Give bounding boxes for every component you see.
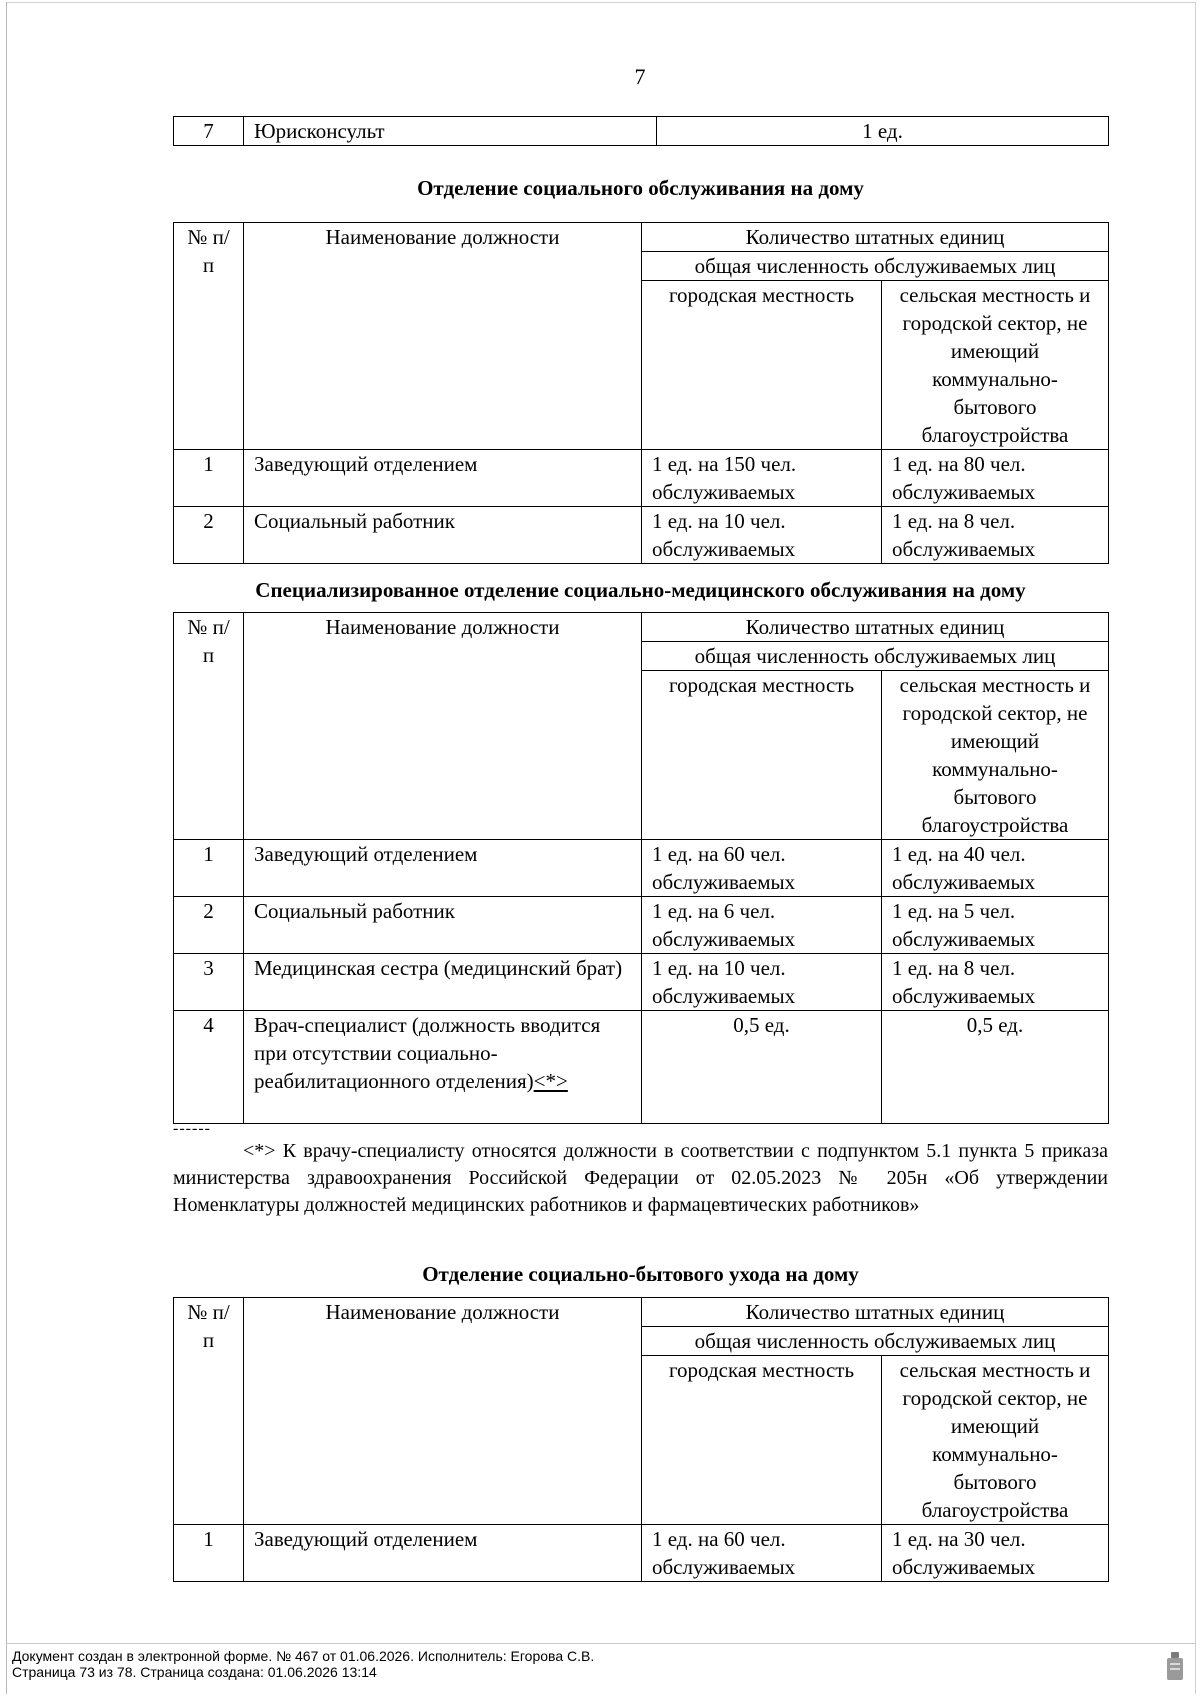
position-name: Заведующий отделением — [244, 840, 642, 897]
table-row — [174, 1011, 1109, 1124]
position-text: Врач-специалист (должность вводится при отсутствии социально-реабилитационного отделения) — [254, 1013, 601, 1093]
position-name: Юрисконсульт — [244, 117, 657, 146]
rural-norm: 0,5 ед. — [882, 1011, 1109, 1124]
table-header-row — [174, 613, 1109, 642]
urban-norm: 1 ед. на 10 чел. обслуживаемых — [642, 507, 882, 564]
header-rural: сельская местность и городской сектор, не имеющий коммунально-бытового благоустройства — [882, 281, 1109, 450]
header-units: Количество штатных единиц — [642, 223, 1109, 252]
header-position: Наименование должности — [244, 613, 642, 840]
section-title: Отделение социального обслуживания на дому — [417, 176, 864, 200]
urban-norm: 0,5 ед. — [642, 1011, 882, 1124]
urban-norm: 1 ед. на 60 чел. обслуживаемых — [642, 840, 882, 897]
position-name: Заведующий отделением — [244, 450, 642, 507]
table-row — [174, 1525, 1109, 1582]
table-row — [174, 897, 1109, 954]
urban-norm: 1 ед. на 60 чел. обслуживаемых — [642, 1525, 882, 1582]
table-row — [174, 954, 1109, 1011]
document-stamp-icon — [1165, 1650, 1185, 1682]
position-name: Медицинская сестра (медицинский брат) — [244, 954, 642, 1011]
footer-divider — [6, 1643, 1196, 1644]
table-header-row — [174, 223, 1109, 252]
header-position: Наименование должности — [244, 223, 642, 450]
row-number: 4 — [174, 1011, 244, 1124]
urban-norm: 1 ед. на 150 чел. обслуживаемых — [642, 450, 882, 507]
table-row — [174, 840, 1109, 897]
header-num: № п/п — [174, 1298, 244, 1525]
urban-norm: 1 ед. на 6 чел. обслуживаемых — [642, 897, 882, 954]
row-number: 1 — [174, 840, 244, 897]
rural-norm: 1 ед. на 30 чел. обслуживаемых — [882, 1525, 1109, 1582]
row-number: 1 — [174, 1525, 244, 1582]
rural-norm: 1 ед. на 5 чел. обслуживаемых — [882, 897, 1109, 954]
staff-table-medical-home-service — [173, 612, 1109, 1124]
row-number: 2 — [174, 897, 244, 954]
header-num: № п/п — [174, 613, 244, 840]
header-position: Наименование должности — [244, 1298, 642, 1525]
staff-units: 1 ед. — [657, 117, 1109, 146]
table-row — [174, 117, 1109, 146]
header-population: общая численность обслуживаемых лиц — [642, 1327, 1109, 1356]
staff-table-home-care — [173, 1297, 1109, 1582]
table-row — [174, 507, 1109, 564]
position-name: Заведующий отделением — [244, 1525, 642, 1582]
top-row-table — [173, 116, 1109, 146]
header-units: Количество штатных единиц — [642, 1298, 1109, 1327]
rural-norm: 1 ед. на 80 чел. обслуживаемых — [882, 450, 1109, 507]
row-number: 1 — [174, 450, 244, 507]
footer-line-2: Страница 73 из 78. Страница создана: 01.06.2026 13:14 — [12, 1664, 377, 1680]
position-name — [244, 1011, 642, 1124]
section-title: Специализированное отделение социально-медицинского обслуживания на дому — [255, 578, 1026, 602]
header-urban: городская местность — [642, 671, 882, 840]
header-num: № п/п — [174, 223, 244, 450]
row-number: 7 — [174, 117, 244, 146]
rural-norm: 1 ед. на 40 чел. обслуживаемых — [882, 840, 1109, 897]
table-row — [174, 450, 1109, 507]
footnote-link[interactable]: <*> — [533, 1069, 568, 1093]
footnote-separator: ------ — [173, 1120, 211, 1137]
header-population: общая численность обслуживаемых лиц — [642, 252, 1109, 281]
position-name: Социальный работник — [244, 507, 642, 564]
header-rural: сельская местность и городской сектор, не имеющий коммунально-бытового благоустройства — [882, 671, 1109, 840]
position-name: Социальный работник — [244, 897, 642, 954]
rural-norm: 1 ед. на 8 чел. обслуживаемых — [882, 507, 1109, 564]
table-header-row — [174, 1298, 1109, 1327]
rural-norm: 1 ед. на 8 чел. обслуживаемых — [882, 954, 1109, 1011]
urban-norm: 1 ед. на 10 чел. обслуживаемых — [642, 954, 882, 1011]
header-rural: сельская местность и городской сектор, не имеющий коммунально-бытового благоустройства — [882, 1356, 1109, 1525]
section-title: Отделение социально-бытового ухода на дому — [422, 1262, 859, 1286]
row-number: 3 — [174, 954, 244, 1011]
footnote — [173, 1138, 1108, 1219]
staff-table-home-service — [173, 222, 1109, 564]
header-urban: городская местность — [642, 1356, 882, 1525]
footnote-text: <*> К врачу-специалисту относятся должности в соответствии с подпунктом 5.1 пункта 5 приказа министерства здравоохранения Российской Федерации от 02.05.2023 № 205н «Об утверждении Номенклатуры должностей медицинских работников и фармацевтических работников» — [173, 1140, 1108, 1216]
row-number: 2 — [174, 507, 244, 564]
header-urban: городская местность — [642, 281, 882, 450]
page-number: 7 — [634, 64, 646, 89]
footer-line-1: Документ создан в электронной форме. № 467 от 01.06.2026. Исполнитель: Егорова С.В. — [12, 1648, 595, 1664]
header-units: Количество штатных единиц — [642, 613, 1109, 642]
document-footer — [12, 1648, 594, 1680]
header-population: общая численность обслуживаемых лиц — [642, 642, 1109, 671]
